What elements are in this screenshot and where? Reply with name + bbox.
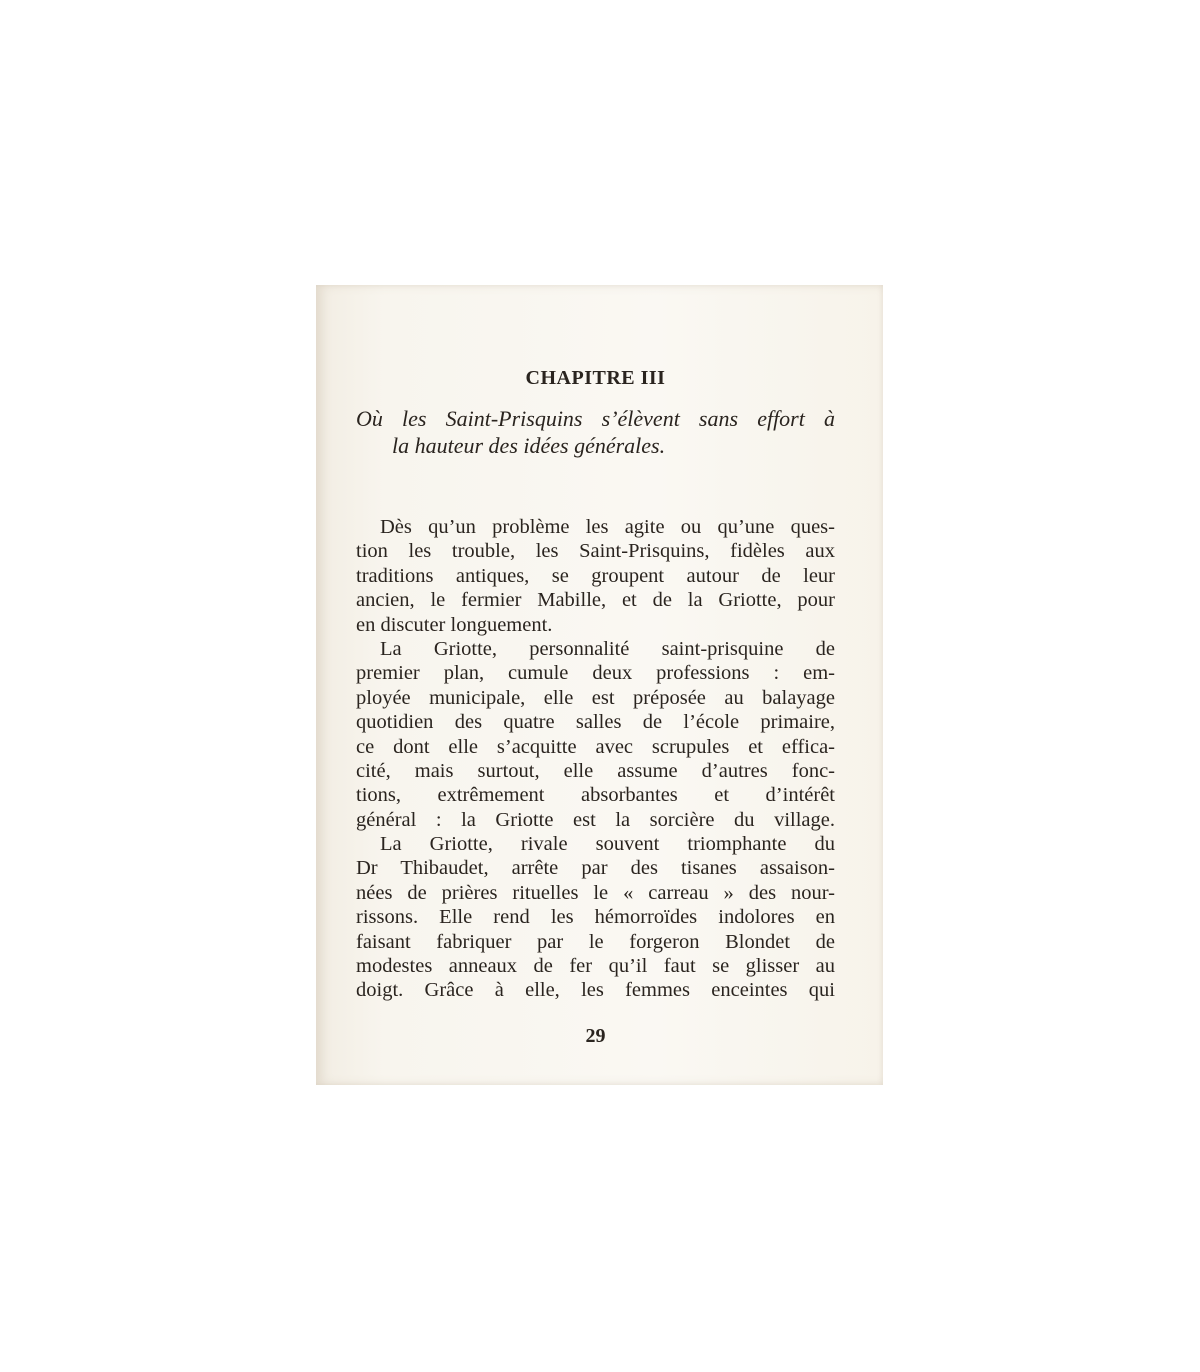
book-page: [316, 285, 883, 1085]
text-line: modestes anneaux de fer qu’il faut se glisser au: [356, 955, 835, 978]
text-line: rissons. Elle rend les hémorroïdes indolores en: [356, 906, 835, 929]
text-line: général : la Griotte est la sorcière du village.: [356, 808, 835, 831]
subtitle-line: la hauteur des idées générales.: [392, 433, 666, 458]
text-line: en discuter longuement.: [356, 613, 553, 636]
text-line: Dès qu’un problème les agite ou qu’une ques-: [380, 516, 835, 538]
page-number: 29: [585, 1025, 606, 1047]
text-line: quotidien des quatre salles de l’école primaire,: [356, 711, 835, 734]
text-line: cité, mais surtout, elle assume d’autres fonc-: [356, 759, 835, 782]
text-line: traditions antiques, se groupent autour de leur: [356, 564, 835, 587]
text-line: ployée municipale, elle est préposée au balayage: [356, 686, 835, 709]
text-line: tions, extrêmement absorbantes et d’intérêt: [356, 784, 835, 807]
text-line: La Griotte, personnalité saint-prisquine de: [380, 637, 835, 660]
text-line: doigt. Grâce à elle, les femmes enceintes qui: [356, 979, 835, 1002]
text-line: premier plan, cumule deux professions : em-: [356, 662, 835, 685]
text-line: La Griotte, rivale souvent triomphante du: [380, 833, 835, 856]
text-line: faisant fabriquer par le forgeron Blondet de: [356, 930, 835, 953]
chapter-title: CHAPITRE III: [525, 367, 666, 389]
chapter-subtitle: [356, 405, 835, 459]
text-line: ancien, le fermier Mabille, et de la Griotte, pour: [356, 589, 835, 612]
text-line: tion les trouble, les Saint-Prisquins, fidèles aux: [356, 540, 835, 563]
subtitle-line: Où les Saint-Prisquins s’élèvent sans effort à: [356, 406, 835, 431]
text-line: ce dont elle s’acquitte avec scrupules et effica-: [356, 735, 835, 758]
text-line: Dr Thibaudet, arrête par des tisanes assaison-: [356, 857, 835, 880]
text-line: nées de prières rituelles le « carreau » des nour-: [356, 881, 835, 904]
show-through-texture: [356, 285, 876, 337]
body-text: [356, 515, 835, 1003]
